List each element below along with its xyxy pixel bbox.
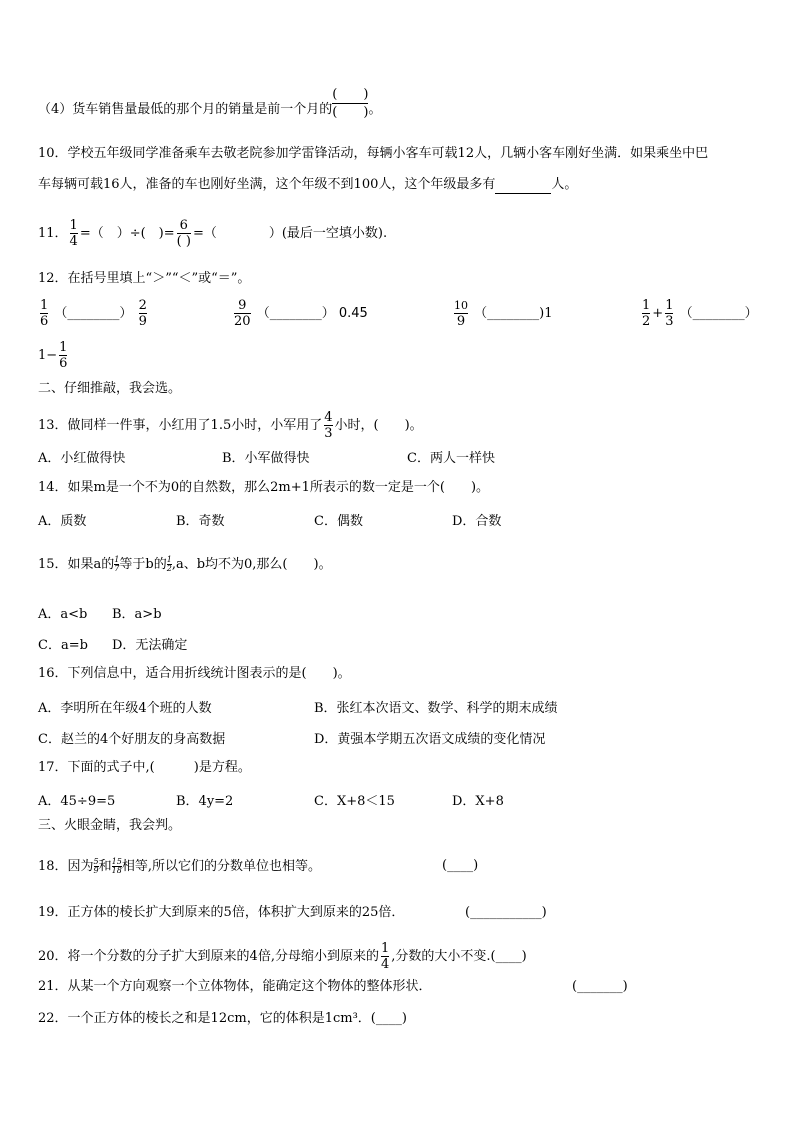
q18: 18．因为 $\frac{5}{9}$ 和 $\frac{15}{18}$ 相等,所以它们的分数单位也相等。	[38, 857, 321, 875]
q16-option-c[interactable]: C．赵兰的4个好朋友的身高数据	[38, 732, 226, 747]
q21-answer-paren[interactable]: (_______)	[572, 979, 628, 994]
q18-fraction-1: $\frac{5}{9}$	[93, 857, 99, 875]
q19-question: 19．正方体的棱长扩大到原来的5倍，体积扩大到原来的25倍．	[38, 905, 405, 920]
q15-option-c[interactable]: C．a=b	[38, 638, 88, 653]
q14-question: 14．如果m是一个不为0的自然数，那么2m+1所表示的数一定是一个( )。	[38, 480, 490, 495]
q14-option-b[interactable]: B．奇数	[176, 514, 225, 529]
q12-c-paren[interactable]: （________)	[474, 306, 545, 321]
q13-option-b[interactable]: B．小军做得快	[222, 451, 310, 466]
section-2-heading: 二、仔细推敲，我会选。	[38, 381, 182, 396]
q12-item-b: $\frac{9}{20}$ （________） 0.45	[234, 298, 368, 329]
q20-answer[interactable]: ,分数的大小不变.(____)	[391, 949, 527, 964]
q20-fraction: $\frac{1}{4}$	[380, 941, 390, 972]
q11-fraction-1: $\frac{1}{4}$	[69, 218, 78, 249]
q17-question: 17．下面的式子中,( )是方程。	[38, 760, 251, 775]
q12-item-a: $\frac{1}{6}$ （________） $\frac{2}{9}$	[40, 298, 147, 329]
q17-option-d[interactable]: D．X+8	[452, 794, 504, 809]
q17-option-b[interactable]: B．4y=2	[176, 794, 234, 809]
q15: 15．如果a的 $\frac{1}{7}$ 等于b的 $\frac{1}{2}$ ,a、b均不为0,那么( )。	[38, 555, 332, 573]
q12-item-d: $\frac{1}{2}$ + $\frac{1}{3}$ （________）	[642, 298, 758, 329]
q17-option-c[interactable]: C．X+8＜15	[314, 794, 395, 809]
q15-fraction-1: $\frac{1}{7}$	[114, 555, 120, 573]
q11-decimal-blank[interactable]: =（ ）(最后一空填小数).	[192, 226, 388, 241]
q9-4-text: （4）货车销售量最低的那个月的销量是前一个月的	[38, 102, 333, 117]
q18-fraction-2: $\frac{15}{18}$	[111, 857, 122, 875]
q14-option-c[interactable]: C．偶数	[314, 514, 363, 529]
q11: 11． $\frac{1}{4}$ =（ ）÷( )= $\frac{6}{( )}$ =（ ）(最后一空填小数).	[38, 218, 388, 249]
q18-answer-paren[interactable]: (____)	[442, 858, 479, 873]
q12-item-c: $\frac{10}{9}$ （________)1	[454, 299, 553, 329]
q14-option-a[interactable]: A．质数	[38, 514, 87, 529]
q12-d-paren[interactable]: （________）	[679, 306, 758, 321]
q12-a-paren[interactable]: （________）	[54, 306, 133, 321]
q12-b-paren[interactable]: （________）	[256, 306, 335, 321]
q15-option-b[interactable]: B．a>b	[112, 607, 162, 622]
q11-fraction-2[interactable]: $\frac{6}{( )}$	[176, 218, 191, 249]
q15-fraction-2: $\frac{1}{2}$	[166, 555, 172, 573]
q17-option-a[interactable]: A．45÷9=5	[38, 794, 116, 809]
q16-option-d[interactable]: D．黄强本学期五次语文成绩的变化情况	[314, 732, 546, 747]
section-3-heading: 三、火眼金睛，我会判。	[38, 818, 182, 833]
q10-line1: 10．学校五年级同学准备乘车去敬老院参加学雷锋活动，每辆小客车可载12人，几辆小客车刚好坐满．如果乘坐中巴	[38, 146, 709, 161]
q16-option-a[interactable]: A．李明所在年级4个班的人数	[38, 701, 212, 716]
q10-line2: 车每辆可载16人，准备的车也刚好坐满，这个年级不到100人，这个年级最多有 人。	[38, 177, 578, 192]
q9-4: （4）货车销售量最低的那个月的销量是前一个月的 ( ) ( ) 。	[38, 87, 382, 120]
q19-answer-paren[interactable]: (___________)	[465, 905, 547, 920]
q21-question: 21．从某一个方向观察一个立体物体，能确定这个物体的整体形状．	[38, 979, 432, 994]
q13: 13．做同样一件事，小红用了1.5小时，小军用了 $\frac{4}{3}$ 小时，( )。	[38, 410, 423, 441]
q13-fraction: $\frac{4}{3}$	[324, 410, 333, 441]
q13-option-a[interactable]: A．小红做得快	[38, 451, 126, 466]
q15-option-d[interactable]: D．无法确定	[112, 638, 188, 653]
q12-item-e: 1− $\frac{1}{6}$	[38, 340, 68, 371]
q20: 20．将一个分数的分子扩大到原来的4倍,分母缩小到原来的 $\frac{1}{4}$ ,分数的大小不变.(____)	[38, 941, 527, 972]
q13-option-c[interactable]: C．两人一样快	[407, 451, 495, 466]
q16-option-b[interactable]: B．张红本次语文、数学、科学的期末成绩	[314, 701, 558, 716]
q10-answer-blank[interactable]	[495, 177, 551, 194]
q16-question: 16．下列信息中，适合用折线统计图表示的是( )。	[38, 666, 351, 681]
q11-blanks[interactable]: =（ ）÷( )=	[79, 226, 175, 241]
q15-option-a[interactable]: A．a<b	[38, 607, 88, 622]
q22-question[interactable]: 22．一个正方体的棱长之和是12cm，它的体积是1cm³．(____)	[38, 1011, 407, 1026]
q14-option-d[interactable]: D．合数	[452, 514, 502, 529]
answer-fraction-box[interactable]: ( ) ( )	[332, 87, 369, 120]
q12-title: 12．在括号里填上“＞”“＜”或“＝”。	[38, 271, 251, 286]
